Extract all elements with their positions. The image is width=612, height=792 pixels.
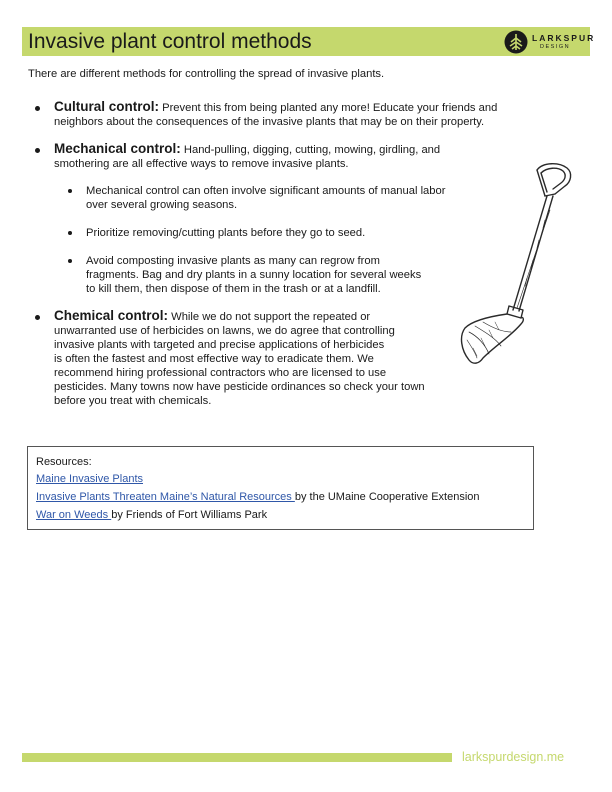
method-text: neighbors about the consequences of the invasive plants that may be on their property. xyxy=(54,116,485,128)
bullet-icon xyxy=(35,148,40,153)
method-text: invasive plants with targeted and precise applications of herbicides xyxy=(54,339,385,351)
page-title: Invasive plant control methods xyxy=(28,30,312,53)
footer-url[interactable]: larkspurdesign.me xyxy=(462,750,565,764)
link-invasive-plants-threaten[interactable]: Invasive Plants Threaten Maine’s Natural Resources xyxy=(36,491,295,503)
method-text: pesticides. Many towns now have pesticide ordinances so check your town xyxy=(54,381,425,393)
method-text: smothering are all effective ways to remove invasive plants. xyxy=(54,158,349,170)
link-war-on-weeds[interactable]: War on Weeds xyxy=(36,509,112,521)
sub-list-item: Avoid composting invasive plants as many can regrow from fragments. Bag and dry plants in a sunny location for several weeks to kill them, then dispose of them in the trash or at a landfill. xyxy=(86,255,422,295)
larkspur-logo-icon xyxy=(504,30,528,54)
footer-bar xyxy=(22,753,452,762)
method-heading: Mechanical control: xyxy=(54,141,181,156)
method-text: is often the fastest and most effective way to eradicate them. We xyxy=(54,353,374,365)
intro-text: There are different methods for controlling the spread of invasive plants. xyxy=(28,68,385,80)
resources-box xyxy=(27,446,534,530)
sub-list-item: Prioritize removing/cutting plants before they go to seed. xyxy=(86,227,366,239)
shovel-icon xyxy=(455,160,583,370)
resource-source: by the UMaine Cooperative Extension xyxy=(294,491,480,503)
logo-subtitle: DESIGN xyxy=(540,44,571,50)
bullet-icon xyxy=(35,315,40,320)
method-heading: Chemical control: xyxy=(54,308,169,323)
resource-line xyxy=(36,508,267,522)
sub-bullet-icon xyxy=(68,231,72,235)
method-heading: Cultural control: xyxy=(54,99,159,114)
resource-line xyxy=(36,490,480,504)
resource-line xyxy=(36,472,143,486)
method-text: recommend hiring professional contractors who are licensed to use xyxy=(54,367,387,379)
logo-name: LARKSPUR xyxy=(532,33,596,43)
method-text: Hand-pulling, digging, cutting, mowing, girdling, and xyxy=(180,144,441,156)
resources-label: Resources: xyxy=(36,456,92,468)
resource-source: by Friends of Fort Williams Park xyxy=(111,509,268,521)
method-text: While we do not support the repeated or xyxy=(168,311,371,323)
sub-list-item: Mechanical control can often involve significant amounts of manual labor over several growing seasons. xyxy=(86,185,446,211)
sub-bullet-icon xyxy=(68,259,72,263)
method-text: before you treat with chemicals. xyxy=(54,395,212,407)
bullet-icon xyxy=(35,106,40,111)
sub-bullet-icon xyxy=(68,189,72,193)
larkspur-logo xyxy=(504,30,596,54)
link-maine-invasive-plants[interactable]: Maine Invasive Plants xyxy=(36,473,143,485)
method-text: unwarranted use of herbicides on lawns, we do agree that controlling xyxy=(54,325,395,337)
method-text: Prevent this from being planted any more! Educate your friends and xyxy=(159,102,498,114)
